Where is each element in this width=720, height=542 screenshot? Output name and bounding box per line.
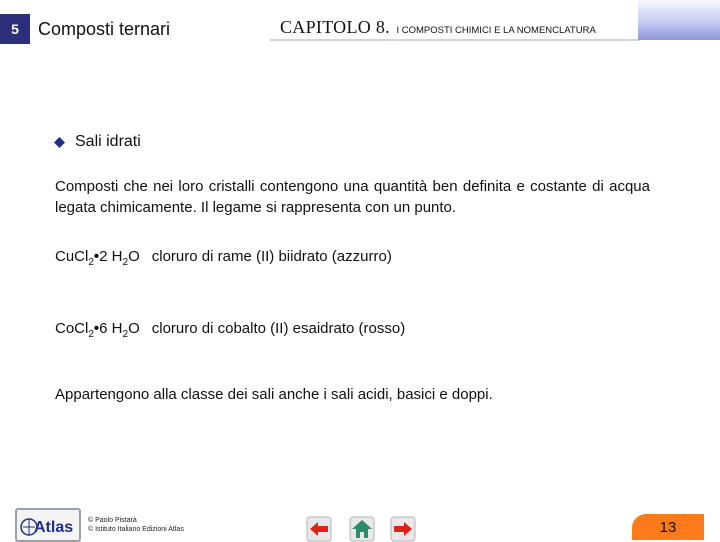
hydrate-dot: • (93, 248, 100, 265)
credit-author: © Paolo Pistarà (88, 517, 137, 524)
forward-arrow-icon[interactable] (390, 516, 416, 542)
formula-line-cobalt (55, 320, 405, 340)
header-divider (270, 39, 640, 41)
page-number-tab (632, 514, 704, 540)
publisher-logo (15, 508, 81, 542)
header-corner-decoration (638, 0, 720, 40)
formula-subscript: 2 (88, 257, 94, 268)
page-number: 13 (659, 518, 677, 536)
formula-description: cloruro di rame (II) biidrato (azzurro) (151, 248, 392, 265)
formula-base: CoCl (55, 320, 89, 337)
bullet-label: Sali idrati (75, 133, 141, 150)
closing-sentence: Appartengono alla classe dei sali anche i sali acidi, basici e doppi. (55, 386, 493, 403)
chapter-subtitle: I COMPOSTI CHIMICI E LA NOMENCLATURA (396, 25, 596, 36)
formula-subscript: 2 (122, 329, 129, 340)
section-title: Composti ternari (38, 19, 171, 39)
formula-water-coef: 2 H (99, 248, 123, 265)
diamond-bullet-icon (54, 137, 65, 148)
formula-description: cloruro di cobalto (II) esaidrato (rosso) (151, 320, 406, 337)
chapter-label: CAPITOLO 8. (280, 17, 390, 37)
home-icon[interactable] (349, 516, 375, 542)
formula-line-copper (55, 248, 392, 268)
atlas-logo-icon (19, 513, 77, 537)
formula-base: CuCl (55, 248, 89, 265)
bullet-heading (54, 133, 141, 151)
formula-tail: O (128, 248, 140, 265)
slide-header (0, 0, 720, 62)
chapter-number-badge: 5 (0, 14, 30, 44)
credits (88, 516, 184, 534)
definition-paragraph: Composti che nei loro cristalli contengono una quantità ben definita e costante di acqua legata chimicamente. Il legame si rappresenta con un punto. (55, 178, 650, 216)
formula-tail: O (128, 320, 140, 337)
back-arrow-icon[interactable] (306, 516, 332, 542)
formula-water-coef: 6 H (99, 320, 123, 337)
formula-subscript: 2 (88, 329, 94, 340)
formula-subscript: 2 (122, 257, 129, 268)
hydrate-dot: • (93, 320, 100, 337)
logo-text: Atlas (34, 519, 74, 536)
chapter-heading (280, 17, 596, 38)
credit-publisher: © Istituto Italiano Edizioni Atlas (88, 526, 184, 533)
